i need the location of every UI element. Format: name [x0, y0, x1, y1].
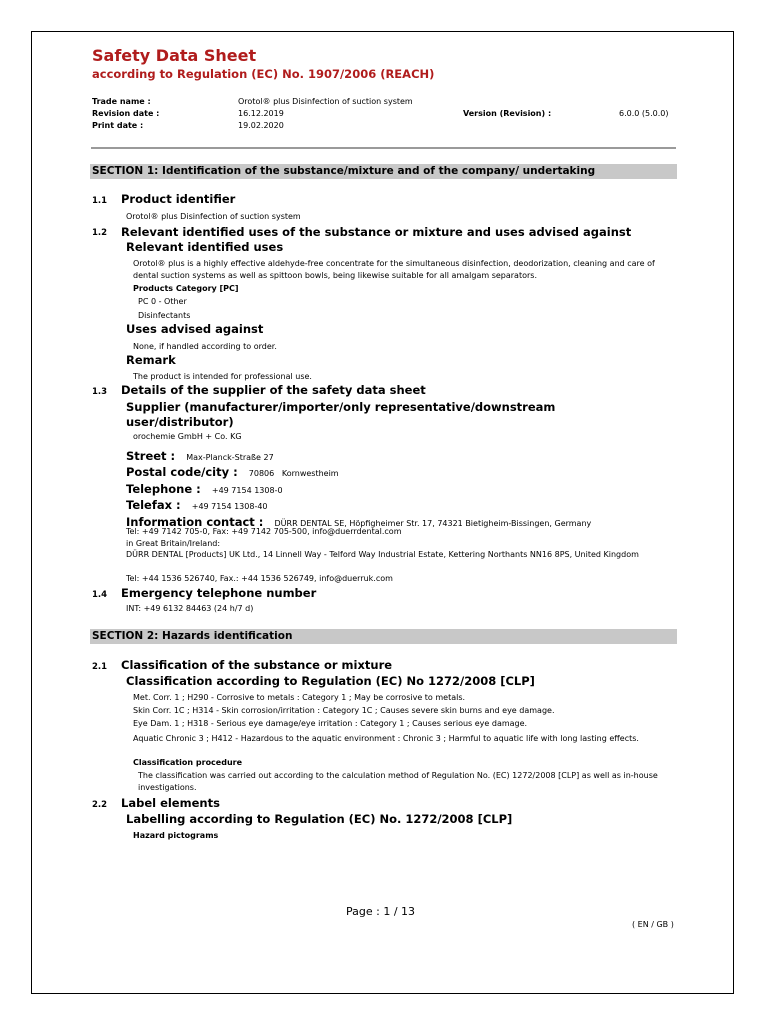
- info-line-3: in Great Britain/Ireland:: [126, 539, 221, 548]
- trade-name-label: Trade name :: [92, 97, 151, 106]
- document-subtitle: according to Regulation (EC) No. 1907/2006 (REACH): [92, 67, 435, 81]
- s14-number: 1.4: [92, 590, 108, 600]
- uses-title: Relevant identified uses: [126, 240, 284, 254]
- phone-label: Telephone :: [126, 482, 201, 496]
- supplier-title-line1: Supplier (manufacturer/importer/only representative/downstream: [126, 400, 556, 414]
- print-date-value: 19.02.2020: [238, 121, 284, 130]
- s12-number: 1.2: [92, 228, 108, 238]
- postal-label: Postal code/city :: [126, 465, 238, 479]
- s14-title: Emergency telephone number: [121, 586, 317, 600]
- trade-name-value: Orotol® plus Disinfection of suction system: [238, 97, 413, 106]
- s22-title: Label elements: [121, 796, 220, 810]
- fax-value: +49 7154 1308-40: [191, 502, 268, 511]
- s11-number: 1.1: [92, 196, 108, 206]
- classification-2: Skin Corr. 1C ; H314 - Skin corrosion/irritation : Category 1C ; Causes severe skin burns and eye damage.: [133, 706, 555, 715]
- revision-date-label: Revision date :: [92, 109, 160, 118]
- section-1-heading: SECTION 1: Identification of the substance/mixture and of the company/ undertaking: [90, 164, 677, 179]
- page-number: Page : 1 / 13: [346, 905, 416, 918]
- advised-text: None, if handled according to order.: [133, 342, 277, 351]
- street-value: Max-Planck-Straße 27: [186, 453, 274, 462]
- s14-text: INT: +49 6132 84463 (24 h/7 d): [126, 604, 254, 613]
- supplier-name: orochemie GmbH + Co. KG: [133, 432, 242, 441]
- print-date-label: Print date :: [92, 121, 144, 130]
- revision-date-value: 16.12.2019: [238, 109, 284, 118]
- classification-1: Met. Corr. 1 ; H290 - Corrosive to metals : Category 1 ; May be corrosive to metals.: [133, 693, 466, 702]
- s13-title: Details of the supplier of the safety data sheet: [121, 383, 426, 397]
- s11-title: Product identifier: [121, 192, 236, 206]
- advised-title: Uses advised against: [126, 322, 264, 336]
- pictograms-label: Hazard pictograms: [133, 831, 219, 840]
- info-line-4: DÜRR DENTAL [Products] UK Ltd., 14 Linnell Way - Telford Way Industrial Estate, Kettering Northants NN16 8PS, United Kingdom: [126, 550, 639, 559]
- pc-item-2: Disinfectants: [138, 311, 191, 320]
- version-label: Version (Revision) :: [463, 109, 552, 118]
- s21-number: 2.1: [92, 662, 108, 672]
- pc-label: Products Category [PC]: [133, 284, 239, 293]
- info-line-2: Tel: +49 7142 705-0, Fax: +49 7142 705-500, info@duerrdental.com: [126, 527, 402, 536]
- language-code: ( EN / GB ): [632, 920, 674, 929]
- s11-text: Orotol® plus Disinfection of suction system: [126, 212, 301, 221]
- uses-text: Orotol® plus is a highly effective aldehyde-free concentrate for the simultaneous disinfection, deodorization, cleaning and care of dental suction systems as well as spittoon bowls, being likewise suitable for all amalgam separators.: [133, 259, 655, 280]
- remark-title: Remark: [126, 353, 176, 367]
- procedure-label: Classification procedure: [133, 758, 243, 767]
- s21-title: Classification of the substance or mixture: [121, 658, 393, 672]
- info-value: DÜRR DENTAL SE, Höpfigheimer Str. 17, 74321 Bietigheim-Bissingen, Germany: [274, 519, 592, 528]
- s12-title: Relevant identified uses of the substance or mixture and uses advised against: [121, 225, 632, 239]
- info-label: Information contact :: [126, 515, 264, 529]
- section-2-heading: SECTION 2: Hazards identification: [90, 629, 677, 644]
- s22-number: 2.2: [92, 800, 108, 810]
- remark-text: The product is intended for professional use.: [133, 372, 312, 381]
- header-divider: [91, 147, 676, 149]
- pc-item-1: PC 0 - Other: [138, 297, 187, 306]
- classification-4: Aquatic Chronic 3 ; H412 - Hazardous to the aquatic environment : Chronic 3 ; Harmful to aquatic life with long lasting effects.: [133, 734, 639, 743]
- procedure-text: The classification was carried out according to the calculation method of Regulation No. (EC) 1272/2008 [CLP] as well as in-house investigations.: [138, 771, 658, 792]
- labelling-title: Labelling according to Regulation (EC) No. 1272/2008 [CLP]: [126, 812, 513, 826]
- clp-title: Classification according to Regulation (EC) No 1272/2008 [CLP]: [126, 674, 535, 688]
- supplier-title-line2: user/distributor): [126, 415, 234, 429]
- postal-value: 70806 Kornwestheim: [248, 469, 339, 478]
- street-label: Street :: [126, 449, 176, 463]
- s13-number: 1.3: [92, 387, 108, 397]
- phone-value: +49 7154 1308-0: [211, 486, 283, 495]
- classification-3: Eye Dam. 1 ; H318 - Serious eye damage/eye irritation : Category 1 ; Causes serious eye damage.: [133, 719, 528, 728]
- version-value: 6.0.0 (5.0.0): [619, 109, 669, 118]
- document-title: Safety Data Sheet: [92, 46, 257, 65]
- info-line-5: Tel: +44 1536 526740, Fax.: +44 1536 526749, info@duerruk.com: [126, 574, 393, 583]
- fax-label: Telefax :: [126, 498, 181, 512]
